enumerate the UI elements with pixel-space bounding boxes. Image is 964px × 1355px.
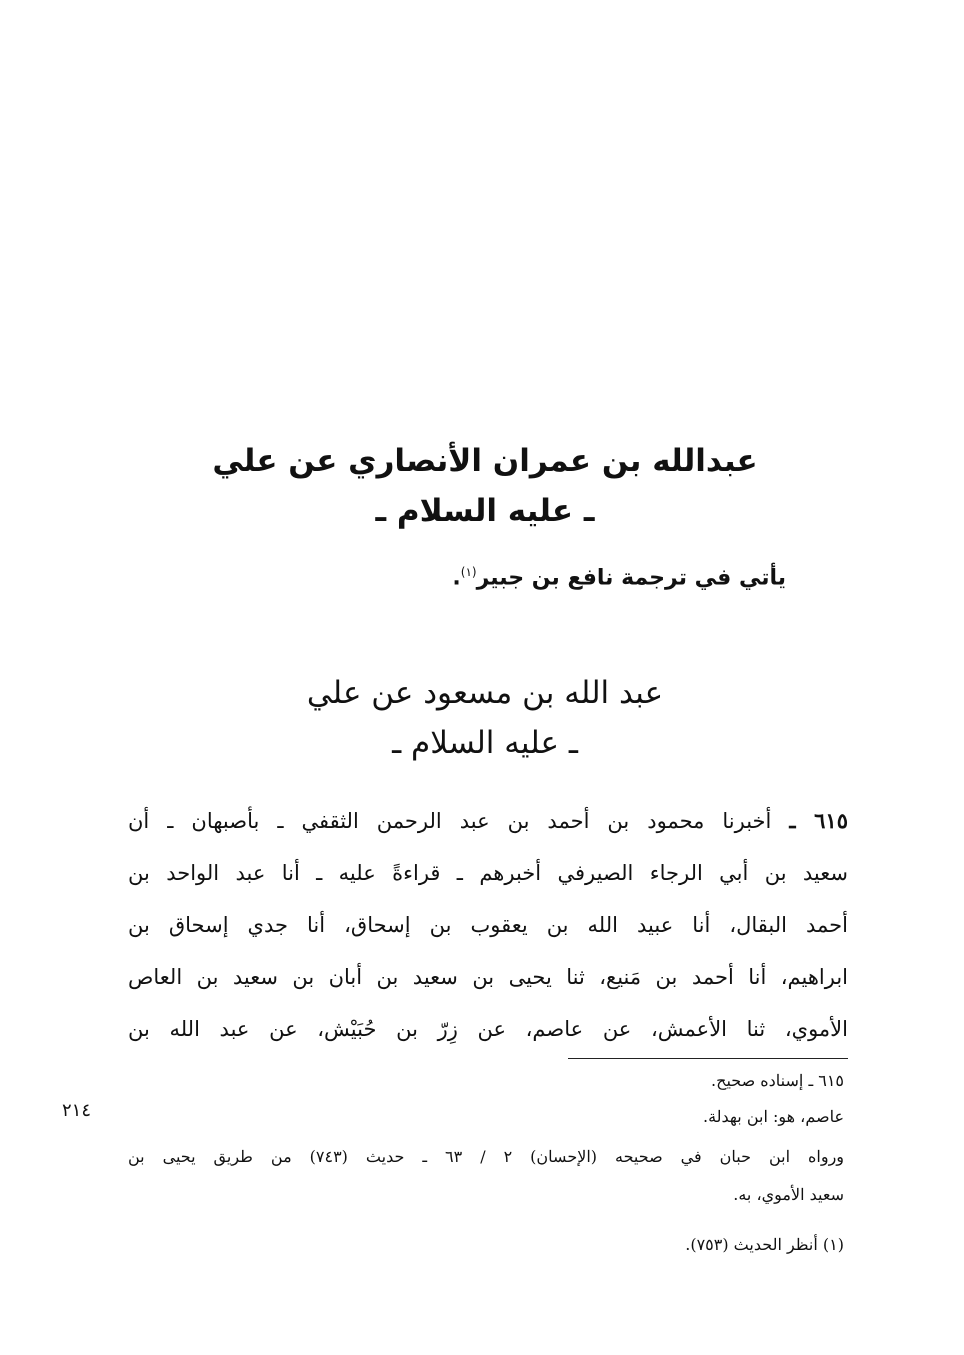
hadith-text	[128, 795, 848, 1055]
footnote-line: ٦١٥ ـ إسناده صحيح.	[711, 1071, 844, 1090]
section-title-abdullah-bin-masud	[230, 668, 740, 768]
section-title-abdullah-bin-imran	[200, 436, 770, 536]
hadith-line: أحمد البقال، أنا عبيد الله بن يعقوب بن إسحاق، أنا جدي إسحاق بن	[128, 913, 848, 937]
note-text: يأتي في ترجمة نافع بن جبير	[476, 565, 786, 591]
hadith-line: ٦١٥ ـ أخبرنا محمود بن أحمد بن عبد الرحمن الثقفي ـ بأصبهان ـ أن	[128, 808, 848, 833]
footnote-line: ورواه ابن حبان في صحيحه (الإحسان) ٢ / ٦٣ ـ حديث (٧٤٣) من طريق يحيى بن	[128, 1147, 845, 1166]
cross-reference-note	[452, 565, 786, 590]
hadith-line: الأموي، ثنا الأعمش، عن عاصم، عن زِرّ بن حُبَيْش، عن عبد الله بن	[128, 1017, 848, 1041]
footnote-line: (١) أنظر الحديث (٧٥٣).	[685, 1235, 844, 1254]
page-number: ٢١٤	[62, 1100, 92, 1121]
footnote-separator	[568, 1058, 848, 1059]
hadith-line: سعيد بن أبي الرجاء الصيرفي أخبرهم ـ قراءةً عليه ـ أنا عبد الواحد بن	[128, 861, 848, 885]
section-title-line: ـ عليه السلام ـ	[375, 493, 595, 529]
hadith-number: ٦١٥ ـ	[789, 808, 848, 833]
footnote-line: سعيد الأموي، به.	[733, 1185, 844, 1204]
section-title-line: ـ عليه السلام ـ	[392, 725, 578, 761]
section-title-line: عبد الله بن مسعود عن علي	[306, 675, 664, 711]
note-end: .	[452, 565, 461, 591]
footnote-line: عاصم، هو: ابن بهدلة.	[702, 1107, 844, 1126]
hadith-line: ابراهيم، أنا أحمد بن مَنيع، ثنا يحيى بن سعيد بن أبان بن سعيد بن العاص	[128, 965, 848, 989]
footnote-ref[interactable]: (١)	[460, 565, 477, 579]
section-title-line: عبدالله بن عمران الأنصاري عن علي	[212, 443, 758, 479]
